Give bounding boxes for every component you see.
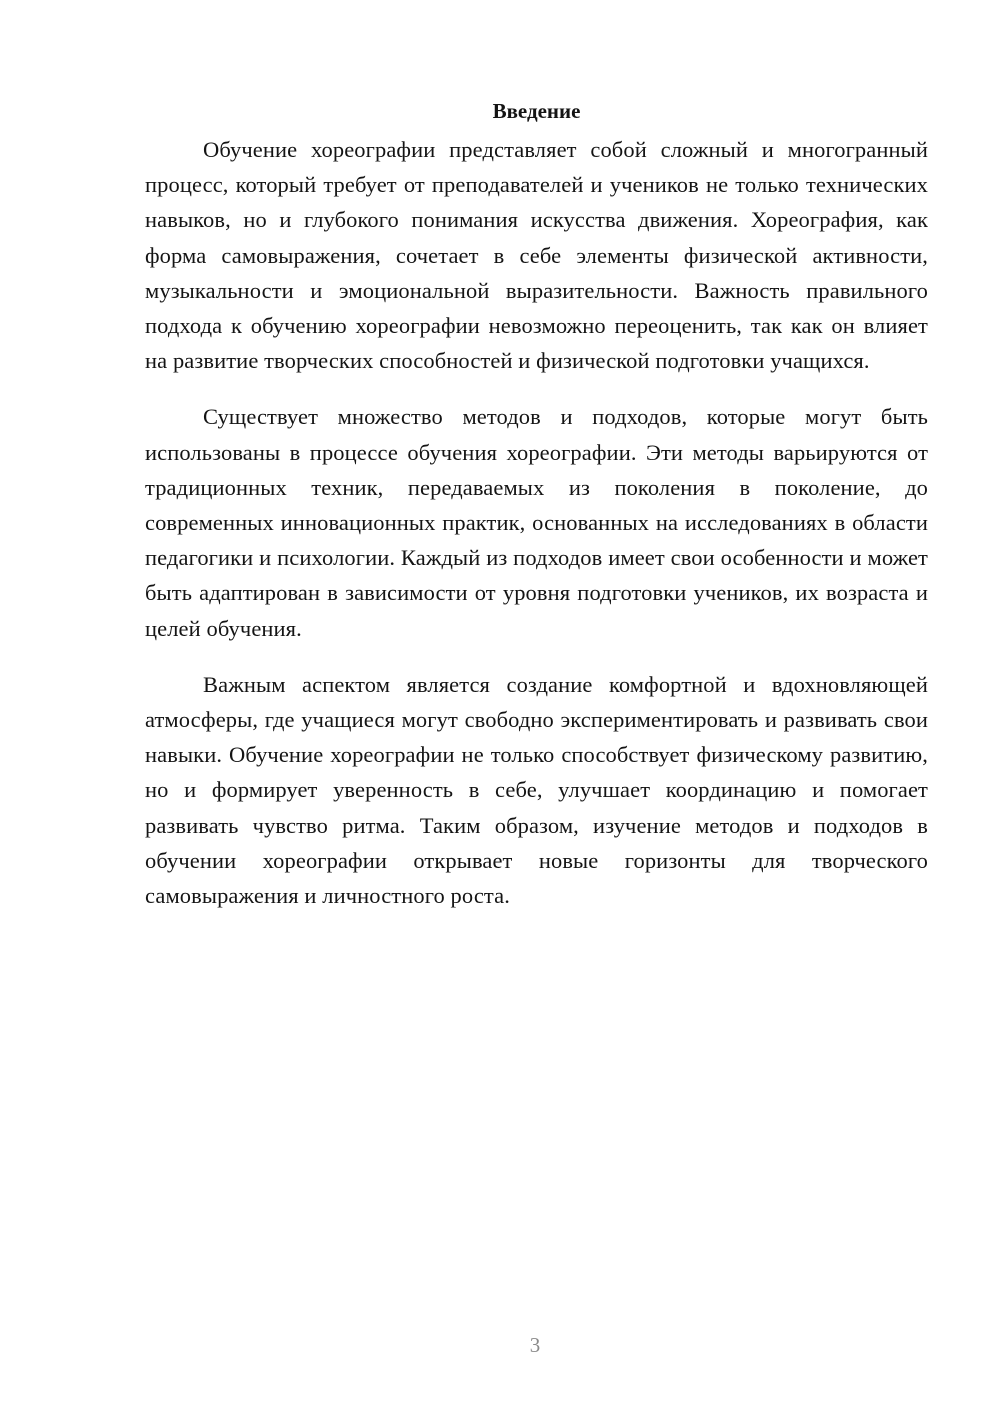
paragraph-2: Существует множество методов и подходов, которые могут быть использованы в процессе обучения хореографии. Эти методы варьируются от традиционных техник, передаваемых из поколения в поколение, до современных инновационных практик, основанных на исследованиях в области педагогики и психологии. Каждый из подходов имеет свои особенности и может быть адаптирован в зависимости от уровня подготовки учеников, их возраста и целей обучения. (145, 404, 928, 641)
page-number: 3 (529, 1333, 541, 1357)
section-title: Введение (492, 99, 581, 123)
paragraph-3: Важным аспектом является создание комфортной и вдохновляющей атмосферы, где учащиеся могут свободно экспериментировать и развивать свои навыки. Обучение хореографии не только способствует физическому развитию, но и формирует уверенность в себе, улучшает координацию и помогает развивать чувство ритма. Таким образом, изучение методов и подходов в обучении хореографии открывает новые горизонты для творческого самовыражения и личностного роста. (145, 671, 928, 909)
paragraph-1: Обучение хореографии представляет собой сложный и многогранный процесс, который требует от преподавателей и учеников не только технических навыков, но и глубокого понимания искусства движения. Хореография, как форма самовыражения, сочетает в себе элементы физической активности, музыкальности и эмоциональной выразительности. Важность правильного подхода к обучению хореографии невозможно переоценить, так как он влияет на развитие творческих способностей и физической подготовки учащихся. (145, 137, 928, 374)
page-content (145, 96, 928, 934)
